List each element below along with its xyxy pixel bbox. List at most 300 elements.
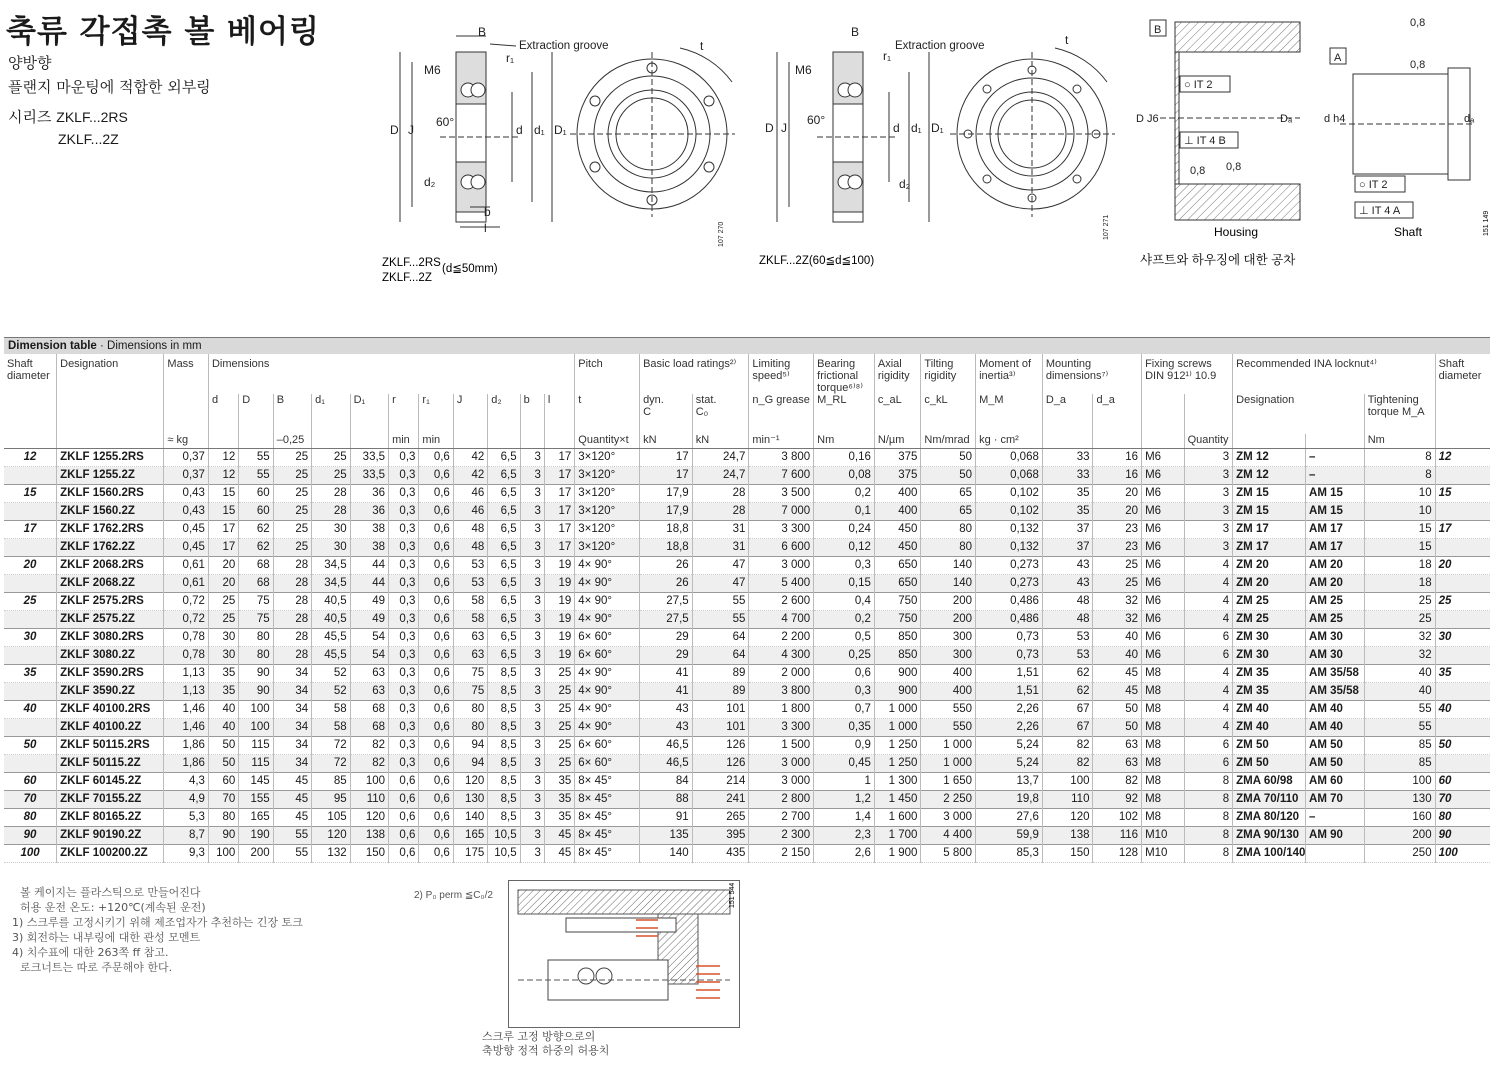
table-cell: 0,068 (976, 449, 1043, 467)
table-cell: 0,6 (419, 449, 453, 467)
table-cell: 60 (239, 503, 273, 521)
dimension-table (4, 337, 1490, 863)
table-cell: 0,068 (976, 467, 1043, 485)
table-cell: 55 (239, 467, 273, 485)
table-cell: 5,24 (976, 737, 1043, 755)
table-cell: 4× 90° (575, 611, 640, 629)
table-cell: 55 (273, 827, 311, 845)
table-cell: 17 (544, 485, 574, 503)
table-cell: 0,6 (419, 827, 453, 845)
table-cell: AM 20 (1306, 575, 1365, 593)
table-cell: ZM 35 (1233, 665, 1306, 683)
svg-text:J: J (408, 123, 414, 137)
table-cell: 1,86 (164, 737, 209, 755)
table-cell: 53 (1042, 629, 1093, 647)
table-cell: 0,1 (814, 503, 875, 521)
table-cell: 6,5 (488, 629, 520, 647)
svg-text:M6: M6 (424, 63, 441, 77)
table-row (4, 827, 1490, 845)
table-cell: 32 (1093, 593, 1142, 611)
table-cell: 0,3 (389, 467, 419, 485)
svg-text:r₁: r₁ (883, 49, 892, 63)
table-cell: 34 (273, 665, 311, 683)
table-cell: 0,6 (389, 773, 419, 791)
table-cell: 6× 60° (575, 629, 640, 647)
table-cell: 1 250 (874, 755, 921, 773)
table-cell (4, 683, 57, 701)
table-cell: 48 (453, 539, 487, 557)
table-cell: 40,5 (312, 611, 350, 629)
table-cell: 3 (1184, 539, 1233, 557)
table-cell: M6 (1142, 557, 1185, 575)
table-cell: 15 (208, 485, 238, 503)
note-4b: 로크너트는 따로 주문해야 한다. (20, 961, 173, 974)
table-cell: 55 (1364, 701, 1435, 719)
table-cell: AM 25 (1306, 611, 1365, 629)
table-cell: 400 (921, 683, 976, 701)
table-cell: 28 (312, 503, 350, 521)
table-cell (1435, 647, 1490, 665)
table-cell: 8× 45° (575, 845, 640, 863)
table-cell: 8,5 (488, 809, 520, 827)
table-cell: 3 000 (921, 809, 976, 827)
table-cell: 59,9 (976, 827, 1043, 845)
table-cell: 3 (520, 611, 544, 629)
svg-text:t: t (700, 39, 704, 53)
table-cell: 0,25 (814, 647, 875, 665)
table-cell: 3 (520, 827, 544, 845)
table-cell: 3 (1184, 503, 1233, 521)
table-cell: 850 (874, 647, 921, 665)
table-cell: 265 (692, 809, 749, 827)
table-row (4, 485, 1490, 503)
table-cell: 2,26 (976, 719, 1043, 737)
table-cell: 3 (1184, 485, 1233, 503)
table-cell: 300 (921, 647, 976, 665)
table-cell: 1 000 (874, 701, 921, 719)
table-cell: 1 000 (921, 755, 976, 773)
table-cell: 2 200 (749, 629, 814, 647)
table-cell: 0,6 (419, 503, 453, 521)
table-cell: 94 (453, 737, 487, 755)
table-cell: 55 (273, 845, 311, 863)
table-row (4, 449, 1490, 467)
table-cell: 65 (921, 503, 976, 521)
table-cell: 44 (350, 557, 388, 575)
extraction-groove-label-2: Extraction groove (895, 40, 985, 52)
svg-text:107 271: 107 271 (1103, 214, 1110, 240)
table-cell: 19 (544, 611, 574, 629)
table-cell: ZKLF 50115.2Z (57, 755, 164, 773)
table-cell: 0,6 (419, 521, 453, 539)
series-label (8, 106, 128, 127)
table-cell: 3 000 (749, 755, 814, 773)
table-cell: 2,3 (814, 827, 875, 845)
table-cell: 115 (239, 737, 273, 755)
table-cell: 3 (520, 467, 544, 485)
table-cell: AM 17 (1306, 521, 1365, 539)
table-cell: 13,7 (976, 773, 1043, 791)
table-cell: 0,15 (814, 575, 875, 593)
table-cell: 0,102 (976, 503, 1043, 521)
table-cell: 6,5 (488, 521, 520, 539)
table-cell: 5,24 (976, 755, 1043, 773)
table-cell: 19,8 (976, 791, 1043, 809)
table-cell: AM 17 (1306, 539, 1365, 557)
table-cell: 4× 90° (575, 575, 640, 593)
table-cell: 36 (350, 485, 388, 503)
table-cell: 4× 90° (575, 683, 640, 701)
table-cell: 89 (692, 683, 749, 701)
table-cell (1435, 503, 1490, 521)
table-cell: 3 (1184, 521, 1233, 539)
table-cell: 0,2 (814, 611, 875, 629)
table-cell: 1 (814, 773, 875, 791)
table-cell: 50 (4, 737, 57, 755)
table-cell: 35 (1435, 665, 1490, 683)
subtitle-flange: 플랜지 마운팅에 적합한 외부링 (8, 78, 211, 96)
table-cell: 3 (520, 791, 544, 809)
table-cell: 0,6 (419, 485, 453, 503)
table-cell: ZKLF 90190.2Z (57, 827, 164, 845)
table-cell: 82 (350, 737, 388, 755)
table-cell: 52 (312, 683, 350, 701)
table-cell (4, 503, 57, 521)
table-cell: 6 (1184, 629, 1233, 647)
table-cell: 175 (453, 845, 487, 863)
table-cell: 6,5 (488, 611, 520, 629)
table-cell: M6 (1142, 449, 1185, 467)
label-B: B (478, 25, 487, 39)
table-cell: M6 (1142, 629, 1185, 647)
table-cell: 0,6 (419, 611, 453, 629)
table-cell: 650 (874, 557, 921, 575)
table-cell: M8 (1142, 809, 1185, 827)
table-cell: 45 (1093, 683, 1142, 701)
table-cell: 2 300 (749, 827, 814, 845)
table-cell: 0,3 (389, 575, 419, 593)
table-cell: 33,5 (350, 449, 388, 467)
table-cell: 200 (239, 845, 273, 863)
table-cell: 1 650 (921, 773, 976, 791)
svg-text:0,8: 0,8 (1226, 161, 1242, 173)
table-cell: 62 (239, 521, 273, 539)
table-cell: 45 (544, 845, 574, 863)
table-cell: 550 (921, 701, 976, 719)
table-cell (1435, 539, 1490, 557)
table-cell: 37 (1042, 539, 1093, 557)
table-cell: 0,73 (976, 647, 1043, 665)
table-cell: 0,3 (389, 557, 419, 575)
table-cell: 6 (1184, 755, 1233, 773)
table-cell: 8× 45° (575, 791, 640, 809)
table-cell: 200 (1364, 827, 1435, 845)
table-cell: 63 (1093, 737, 1142, 755)
table-cell: 4 300 (749, 647, 814, 665)
table-cell: 1,13 (164, 665, 209, 683)
table-cell: 3 (520, 701, 544, 719)
table-cell: 46,5 (640, 737, 693, 755)
table-title: Dimension table · Dimensions in mm (4, 337, 1490, 354)
table-cell: 6,5 (488, 593, 520, 611)
table-cell: 3×120° (575, 485, 640, 503)
table-cell: 0,9 (814, 737, 875, 755)
svg-text:Dₐ: Dₐ (1280, 113, 1293, 125)
table-cell: 135 (640, 827, 693, 845)
table-cell: ZM 35 (1233, 683, 1306, 701)
table-cell: 85,3 (976, 845, 1043, 863)
svg-text:d₂: d₂ (899, 177, 911, 191)
table-cell: 23 (1093, 539, 1142, 557)
table-cell: 19 (544, 629, 574, 647)
table-cell: M8 (1142, 701, 1185, 719)
table-cell: 40 (4, 701, 57, 719)
svg-text:0,8: 0,8 (1190, 165, 1206, 177)
table-cell: 62 (1042, 683, 1093, 701)
table-cell: 3 (520, 845, 544, 863)
table-cell: 12 (4, 449, 57, 467)
table-cell: ZKLF 100200.2Z (57, 845, 164, 863)
table-cell: 250 (1364, 845, 1435, 863)
table-cell: 4 (1184, 701, 1233, 719)
table-cell: ZKLF 1560.2Z (57, 503, 164, 521)
table-cell: 80 (208, 809, 238, 827)
table-cell: 29 (640, 629, 693, 647)
table-cell: 850 (874, 629, 921, 647)
table-row (4, 791, 1490, 809)
table-cell: 4 (1184, 557, 1233, 575)
table-cell: 4× 90° (575, 719, 640, 737)
table-cell: 33,5 (350, 467, 388, 485)
table-cell: 0,6 (419, 683, 453, 701)
svg-text:60°: 60° (436, 115, 455, 129)
table-cell: 4 700 (749, 611, 814, 629)
table-cell: 20 (4, 557, 57, 575)
table-cell: 3×120° (575, 503, 640, 521)
table-cell: 650 (874, 575, 921, 593)
table-cell: M6 (1142, 485, 1185, 503)
table-cell: 140 (921, 575, 976, 593)
table-cell: ZKLF 3080.2Z (57, 647, 164, 665)
table-cell: M8 (1142, 719, 1185, 737)
table-cell: 80 (921, 521, 976, 539)
table-cell: 1,51 (976, 683, 1043, 701)
table-cell: ZMA 90/130 (1233, 827, 1306, 845)
table-cell: 1 300 (874, 773, 921, 791)
table-cell: 40 (1364, 665, 1435, 683)
table-cell: 85 (1364, 755, 1435, 773)
table-cell: 20 (1093, 485, 1142, 503)
table-cell: 30 (312, 539, 350, 557)
table-cell: 28 (273, 575, 311, 593)
note-1: 1) 스크루를 고정시키기 위해 제조업자가 추천하는 긴장 토크 (12, 916, 303, 929)
table-cell: 25 (1093, 557, 1142, 575)
table-cell: 8 (1364, 467, 1435, 485)
table-cell: 6,5 (488, 503, 520, 521)
table-cell: 90 (1435, 827, 1490, 845)
table-cell: 0,6 (419, 557, 453, 575)
table-cell: 15 (1364, 539, 1435, 557)
table-cell: 58 (312, 719, 350, 737)
table-cell: 4 (1184, 611, 1233, 629)
table-cell: 25 (273, 521, 311, 539)
table-cell: 900 (874, 665, 921, 683)
extraction-groove-label-1: Extraction groove (519, 40, 609, 52)
table-cell: 50 (921, 467, 976, 485)
svg-text:151 149: 151 149 (1483, 210, 1490, 236)
figure-tolerances (1130, 14, 1495, 272)
table-cell: ZM 15 (1233, 485, 1306, 503)
table-cell: 18 (1364, 575, 1435, 593)
svg-text:D J6: D J6 (1136, 113, 1159, 125)
table-cell: 10 (1364, 503, 1435, 521)
table-cell: AM 40 (1306, 719, 1365, 737)
table-cell: 31 (692, 521, 749, 539)
table-cell: 100 (239, 701, 273, 719)
series-2: ZKLF...2Z (58, 131, 119, 147)
table-cell: 0,6 (419, 593, 453, 611)
table-cell: 25 (544, 737, 574, 755)
table-cell: 190 (239, 827, 273, 845)
table-row (4, 611, 1490, 629)
table-cell: 17 (640, 467, 693, 485)
table-row (4, 593, 1490, 611)
table-cell: 400 (874, 485, 921, 503)
table-cell: AM 30 (1306, 647, 1365, 665)
table-cell: 34 (273, 701, 311, 719)
table-cell: 0,45 (164, 521, 209, 539)
table-cell: 1,2 (814, 791, 875, 809)
table-cell: 12 (208, 449, 238, 467)
svg-text:D: D (390, 123, 399, 137)
table-cell: 150 (350, 845, 388, 863)
table-cell: 0,3 (389, 665, 419, 683)
table-cell (4, 575, 57, 593)
table-cell: 0,3 (389, 539, 419, 557)
table-cell: M10 (1142, 827, 1185, 845)
table-cell: 25 (544, 701, 574, 719)
table-cell: 0,6 (419, 629, 453, 647)
table-cell: AM 30 (1306, 629, 1365, 647)
svg-text:⊥ IT 4 A: ⊥ IT 4 A (1359, 205, 1401, 217)
fig1-caption-2z: ZKLF...2Z (382, 272, 432, 284)
table-cell: 48 (1042, 611, 1093, 629)
table-cell: 43 (1042, 575, 1093, 593)
svg-text:d: d (516, 123, 523, 137)
table-cell: 3×120° (575, 449, 640, 467)
table-cell: 2 600 (749, 593, 814, 611)
table-cell: 8 (1184, 827, 1233, 845)
table-cell: 75 (239, 611, 273, 629)
table-cell: 0,16 (814, 449, 875, 467)
table-cell: 2,26 (976, 701, 1043, 719)
table-cell: 75 (453, 683, 487, 701)
table-cell: 3 300 (749, 719, 814, 737)
table-cell (1435, 575, 1490, 593)
housing-label: Housing (1214, 225, 1259, 239)
table-cell: 4× 90° (575, 665, 640, 683)
table-cell: 400 (874, 503, 921, 521)
table-cell: 0,78 (164, 629, 209, 647)
table-cell: 145 (239, 773, 273, 791)
table-cell: 0,3 (389, 629, 419, 647)
subtitle-direction: 양방향 (8, 54, 52, 72)
table-cell: 43 (640, 719, 693, 737)
table-cell: 25 (1364, 593, 1435, 611)
table-cell: 0,6 (419, 647, 453, 665)
table-cell (1435, 683, 1490, 701)
table-cell: 34 (273, 737, 311, 755)
table-cell: 53 (453, 575, 487, 593)
table-cell: 32 (1364, 647, 1435, 665)
table-cell: 4 (1184, 683, 1233, 701)
table-cell: 0,45 (164, 539, 209, 557)
table-cell: 6× 60° (575, 755, 640, 773)
table-cell: 82 (1093, 773, 1142, 791)
table-cell: 100 (239, 719, 273, 737)
table-cell: AM 90 (1306, 827, 1365, 845)
svg-text:b: b (484, 205, 491, 219)
table-cell: ZKLF 2575.2RS (57, 593, 164, 611)
table-cell: 46,5 (640, 755, 693, 773)
table-cell: 2,6 (814, 845, 875, 863)
table-cell: 12 (208, 467, 238, 485)
table-cell: ZM 40 (1233, 701, 1306, 719)
table-cell: 4 (1184, 719, 1233, 737)
table-cell: 395 (692, 827, 749, 845)
table-cell: 42 (453, 467, 487, 485)
table-cell: 120 (1042, 809, 1093, 827)
table-cell: 1 500 (749, 737, 814, 755)
table-cell: 28 (692, 503, 749, 521)
table-cell: 18,8 (640, 539, 693, 557)
table-cell: 0,43 (164, 485, 209, 503)
table-cell: 40 (1435, 701, 1490, 719)
table-cell: 130 (453, 791, 487, 809)
table-cell: ZKLF 3590.2RS (57, 665, 164, 683)
table-cell: 25 (273, 467, 311, 485)
table-cell: 115 (239, 755, 273, 773)
table-cell: ZKLF 60145.2Z (57, 773, 164, 791)
table-cell: 25 (312, 449, 350, 467)
table-cell: 3 500 (749, 485, 814, 503)
table-cell: AM 70 (1306, 791, 1365, 809)
table-cell: 19 (544, 557, 574, 575)
table-cell: ZM 30 (1233, 629, 1306, 647)
table-cell: 0,78 (164, 647, 209, 665)
note-3: 3) 회전하는 내부링에 대한 관성 모멘트 (12, 931, 201, 944)
table-cell: 100 (1364, 773, 1435, 791)
table-cell: 27,5 (640, 593, 693, 611)
table-cell: M6 (1142, 647, 1185, 665)
table-cell: 6,5 (488, 539, 520, 557)
table-cell: ZM 12 (1233, 449, 1306, 467)
table-cell: ZKLF 40100.2Z (57, 719, 164, 737)
table-cell: 67 (1042, 719, 1093, 737)
svg-text:0,8: 0,8 (1410, 17, 1426, 29)
table-cell: 6 600 (749, 539, 814, 557)
table-row (4, 539, 1490, 557)
table-cell: ZKLF 3590.2Z (57, 683, 164, 701)
table-cell: 450 (874, 539, 921, 557)
table-cell: 6 (1184, 647, 1233, 665)
table-cell (1435, 719, 1490, 737)
table-cell: ZKLF 40100.2RS (57, 701, 164, 719)
table-cell: 140 (921, 557, 976, 575)
table-cell: 6,5 (488, 575, 520, 593)
table-header-row-3: ≈ kg –0,25 min min Quantity×t kN kN min⁻¹ Nm N/µm Nm/mrad kg · cm² Quantity Nm (4, 434, 1490, 449)
note-temp: 허용 운전 온도: +120℃(계속된 운전) (20, 901, 206, 914)
